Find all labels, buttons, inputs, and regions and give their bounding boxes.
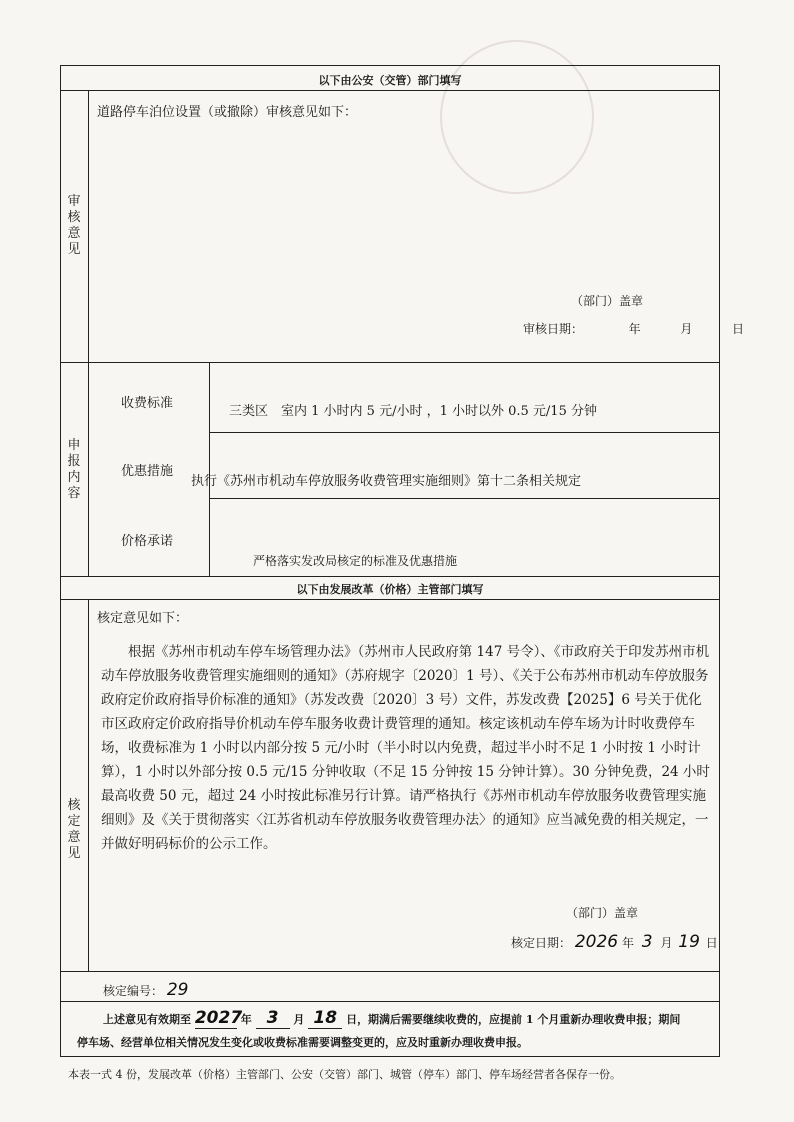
row-divider	[209, 498, 719, 499]
approval-intro: 核定意见如下：	[97, 611, 189, 626]
approval-number-value: 29	[166, 980, 189, 1000]
col-divider	[88, 362, 89, 576]
approval-date: 核定日期： 2026 年 3 月 19 日	[511, 932, 718, 952]
promise-value: 严格落实发改局核定的标准及优惠措施	[253, 554, 458, 568]
validity-day: 18	[308, 1008, 342, 1029]
row-divider	[61, 971, 719, 972]
row-divider	[61, 599, 719, 600]
approval-date-year: 2026	[574, 932, 619, 952]
col-divider	[88, 599, 89, 971]
row-divider	[61, 90, 719, 91]
approval-number: 核定编号： 29	[103, 980, 189, 1000]
approval-date-month: 3	[641, 932, 653, 952]
review-date: 审核日期： 年 月 日	[523, 322, 745, 336]
validity-line-2: 停车场、经营单位相关情况发生变化或收费标准需要调整变更的，应及时重新办理收费申报。	[77, 1036, 528, 1049]
approval-date-day: 19	[678, 932, 700, 952]
discount-label: 优惠措施	[121, 464, 174, 479]
row-divider	[61, 1001, 719, 1002]
footnote: 本表一式 4 份，发展改革（价格）主管部门、公安（交管）部门、城管（停车）部门、停车场经营者各保存一份。	[68, 1068, 621, 1081]
approval-label: 核定意见	[67, 798, 81, 861]
discount-value: 执行《苏州市机动车停放服务收费管理实施细则》第十二条相关规定	[191, 474, 582, 489]
fee-standard-label: 收费标准	[121, 396, 174, 411]
approval-seal: （部门）盖章	[566, 906, 639, 920]
col-divider	[88, 90, 89, 362]
col-divider	[209, 362, 210, 576]
review-seal: （部门）盖章	[571, 294, 644, 308]
application-label: 申报内容	[67, 438, 81, 501]
form-table	[60, 65, 745, 1057]
row-divider	[61, 362, 719, 363]
fee-standard-value: 三类区 室内 1 小时内 5 元/小时 ，1 小时以外 0.5 元/15 分钟	[229, 404, 597, 419]
police-section-header: 以下由公安（交管）部门填写	[318, 74, 462, 87]
dev-section-header: 以下由发展改革（价格）主管部门填写	[296, 583, 484, 596]
validity-month: 3	[256, 1008, 290, 1029]
row-divider	[61, 576, 719, 577]
review-opinion-intro: 道路停车泊位设置（或撤除）审核意见如下：	[97, 105, 358, 120]
validity-line-1: 上述意见有效期至 2027 年 3 月 18 日，期满后需要继续收费的，应提前 1 个月重新办理收费申报；期间	[103, 1008, 681, 1028]
row-divider	[209, 432, 719, 433]
promise-label: 价格承诺	[121, 534, 174, 549]
approval-paragraph: 根据《苏州市机动车停车场管理办法》（苏州市人民政府第 147 号令）、《市政府关于印发苏州市机动车停放服务收费管理实施细则的通知》（苏府规字〔2020〕1 号）、《关于公布苏州市机动车停放服务政府定价政府指导价标准的通知》（苏发改费〔2020〕3 号）文件，苏发改费【2025】6 号关于优化市区政府定价政府指导价机动车停车服务收费计费管理的通知。核定该机动车停车场为计时收费停车场，收费标准为 1 小时以内部分按 5 元/小时（半小时以内免费，超过半小时不足 1 小时按 1 小时计算），1 小时以外部分按 0.5 元/15 分钟收取（不足 15 分钟按 15 分钟计算）。30 分钟免费，24 小时最高收费 50 元，超过 24 小时按此标准另行计算。请严格执行《苏州市机动车停放服务收费管理实施细则》及《关于贯彻落实〈江苏省机动车停放服务收费管理办法〉的通知》应当减免费的相关规定，一并做好明码标价的公示工作。	[101, 644, 710, 852]
review-label: 审核意见	[67, 194, 81, 257]
validity-year: 2027	[194, 1008, 243, 1028]
